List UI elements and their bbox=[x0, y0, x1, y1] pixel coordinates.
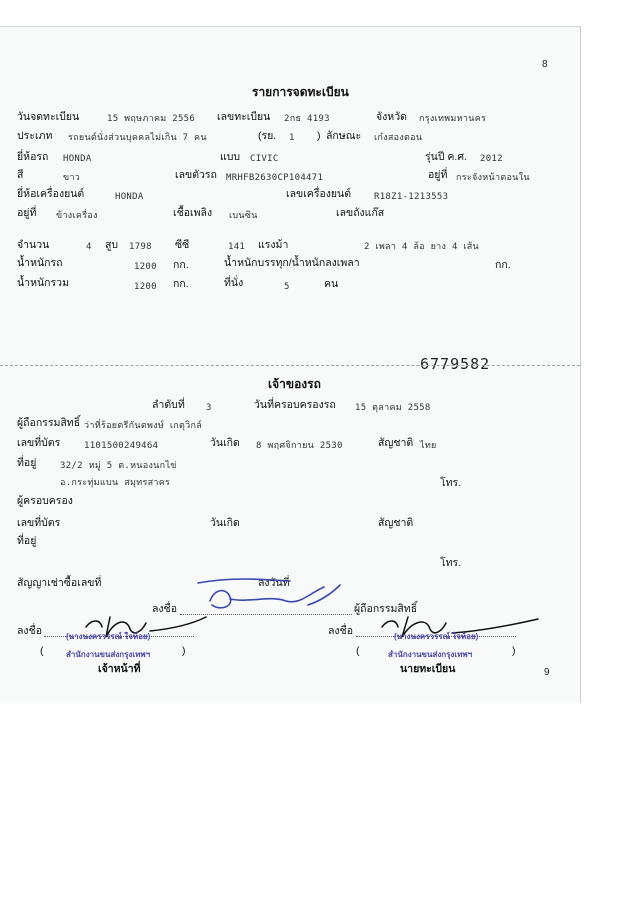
chassis-location-label: อยู่ที่ bbox=[428, 169, 448, 181]
officer-stamp-office: สำนักงานขนส่งกรุงเทพฯ bbox=[66, 650, 151, 659]
cylinder-value: 1798 bbox=[129, 242, 152, 252]
reg-date-value: 15 พฤษภาคม 2556 bbox=[107, 114, 196, 124]
model-label: แบบ bbox=[220, 151, 241, 163]
hp-label: แรงม้า bbox=[258, 239, 289, 251]
id-card-label: เลขที่บัตร bbox=[17, 437, 61, 449]
model-value: CIVIC bbox=[250, 154, 279, 164]
contract-label: สัญญาเช่าซื้อเลขที่ bbox=[17, 577, 102, 589]
possessor-id-label: เลขที่บัตร bbox=[17, 517, 61, 529]
registrar-title: นายทะเบียน bbox=[400, 663, 456, 675]
cc-value: 141 bbox=[228, 242, 246, 252]
nationality-value: ไทย bbox=[420, 441, 437, 451]
chassis-location-value: กระจังหน้าตอนใน bbox=[456, 173, 530, 183]
holder-label: ผู้ถือกรรมสิทธิ์ bbox=[17, 417, 81, 429]
engine-no-value: R18Z1-1213553 bbox=[374, 192, 449, 202]
officer-stamp-name: (นางนงครวรรณ์ ใจห้อย) bbox=[66, 632, 151, 641]
document-serial-number: 6779582 bbox=[420, 355, 491, 373]
engine-at-label: อยู่ที่ bbox=[17, 207, 37, 219]
type-value: รถยนต์นั่งส่วนบุคคลไม่เกิน 7 คน bbox=[68, 133, 207, 143]
rs-close: ) bbox=[317, 130, 321, 142]
registrar-sign-label: ลงชื่อ bbox=[328, 625, 353, 637]
id-card-value: 1101500249464 bbox=[84, 441, 159, 451]
officer-sign-label: ลงชื่อ bbox=[17, 625, 42, 637]
officer-title: เจ้าหน้าที่ bbox=[98, 663, 141, 675]
count-label: จำนวน bbox=[17, 239, 50, 251]
holder-sign-suffix: ผู้ถือกรรมสิทธิ์ bbox=[354, 603, 418, 615]
load-kg-label: กก. bbox=[495, 259, 511, 271]
weight-label: น้ำหนักรถ bbox=[17, 257, 63, 269]
cc-label: ซีซี bbox=[175, 239, 190, 251]
possessor-address-label: ที่อยู่ bbox=[17, 535, 37, 547]
year-label: รุ่นปี ค.ศ. bbox=[425, 151, 467, 163]
gas-tank-label: เลขถังแก๊ส bbox=[336, 207, 385, 219]
owner-section-title: เจ้าของรถ bbox=[268, 377, 321, 391]
owner-tel-label: โทร. bbox=[440, 477, 462, 489]
holder-value: ว่าที่ร้อยตรีกันตพงษ์ เกตุวิกล์ bbox=[84, 421, 203, 431]
order-value: 3 bbox=[206, 403, 212, 413]
engine-brand-value: HONDA bbox=[115, 192, 144, 202]
brand-value: HONDA bbox=[63, 154, 92, 164]
holder-signature bbox=[190, 575, 350, 617]
engine-brand-label: ยี่ห้อเครื่องยนต์ bbox=[17, 188, 85, 200]
registration-document: 8 รายการจดทะเบียน วันจดทะเบียน 15 พฤษภาคม 2556 เลขทะเบียน 2กธ 4193 จังหวัด กรุงเทพมหานคร ประเภท รถยนต์นั่งส่วนบุคคลไม่เกิน 7 คน (รย. 1 ) ลักษณะ เก๋งสองตอน ยี่ห้อรถ HONDA แบบ CIVIC รุ่นปี ค.ศ. 2012 สี ขาว เลขตัวรถ MRHFB2630CP104471 อยู่ที่ กระจังหน้าตอนใน ยี่ห้อเครื่องยนต์ HONDA เลขเครื่องยนต์ R18Z1-1213553 อยู่ที่ ข้างเครื่อง เชื้อเพลิง เบนซิน เลขถังแก๊ส จำนวน 4 สูบ 1798 ซีซี 141 แรงม้า 2 เพลา 4 ล้อ ยาง 4 เส้น น้ำหนักรถ 1200 กก. น้ำหนักบรรทุก/น้ำหนักลงเพลา กก. น้ำหนักรวม 1200 กก. ที่นั่ง 5 คน 6779582 เจ้าของรถ ลำดับที่ 3 วันที่ครอบครองรถ 15 ตุลาคม 2558 ผู้ถือกรรมสิทธิ์ ว่าที่ร้อยตรีกันตพงษ์ เกตุวิกล์ เลขที่บัตร 1101500249464 วันเกิด 8 พฤศจิกายน 2530 สัญชาติ ไทย ที่อยู่ 32/2 หมู่ 5 ต.หนองนกไข่ อ.กระทุ่มแบน สมุทรสาคร โทร. ผู้ครอบครอง เลขที่บัตร วันเกิด สัญชาติ ที่อยู่ โทร. สัญญาเช่าซื้อเลขที่ ลงวันที่ ลงชื่อ ผู้ถือกรรมสิทธิ์ ลงชื่อ (นางนงครวรรณ์ ใจห้อย) สำนักงานขนส่งกรุงเทพฯ ( ) เจ้าหน้าที่ ลงชื่อ (นางนงครวรรณ์ ใจห้อย) สำนักงานขนส่งกรุงเทพฯ ( ) นายทะเบียน 9 bbox=[0, 26, 581, 703]
reg-no-label: เลขทะเบียน bbox=[217, 111, 271, 123]
reg-date-label: วันจดทะเบียน bbox=[17, 111, 80, 123]
seat-value: 5 bbox=[284, 282, 290, 292]
fold-line bbox=[0, 365, 580, 366]
page-number-top: 8 bbox=[542, 59, 548, 70]
chassis-label: เลขตัวรถ bbox=[175, 169, 217, 181]
page-number-bottom: 9 bbox=[544, 667, 550, 678]
weight-kg-label: กก. bbox=[173, 259, 189, 271]
person-label: คน bbox=[324, 278, 339, 290]
reg-no-value: 2กธ 4193 bbox=[284, 114, 330, 124]
style-value: เก๋งสองตอน bbox=[374, 133, 423, 143]
chassis-value: MRHFB2630CP104471 bbox=[226, 173, 324, 183]
total-weight-label: น้ำหนักรวม bbox=[17, 277, 69, 289]
cylinder-label: สูบ bbox=[105, 239, 119, 251]
address-line-2: อ.กระทุ่มแบน สมุทรสาคร bbox=[60, 478, 171, 488]
province-value: กรุงเทพมหานคร bbox=[419, 114, 487, 124]
engine-at-value: ข้างเครื่อง bbox=[56, 211, 98, 221]
rs-value: 1 bbox=[289, 133, 295, 143]
total-kg-label: กก. bbox=[173, 278, 189, 290]
color-label: สี bbox=[17, 169, 24, 181]
weight-value: 1200 bbox=[134, 262, 157, 272]
possession-date-label: วันที่ครอบครองรถ bbox=[254, 399, 336, 411]
registrar-stamp-name: (นางนงครวรรณ์ ใจห้อย) bbox=[394, 632, 479, 641]
registrar-stamp-office: สำนักงานขนส่งกรุงเทพฯ bbox=[388, 650, 473, 659]
fuel-label: เชื้อเพลิง bbox=[173, 207, 213, 219]
possessor-birth-label: วันเกิด bbox=[210, 517, 240, 529]
holder-sign-label: ลงชื่อ bbox=[152, 603, 177, 615]
nationality-label: สัญชาติ bbox=[378, 437, 414, 449]
possession-date-value: 15 ตุลาคม 2558 bbox=[355, 403, 431, 413]
style-label: ลักษณะ bbox=[326, 130, 362, 142]
count-value: 4 bbox=[86, 242, 92, 252]
possessor-tel-label: โทร. bbox=[440, 557, 462, 569]
seat-label: ที่นั่ง bbox=[224, 277, 244, 289]
possessor-label: ผู้ครอบครอง bbox=[17, 495, 73, 507]
province-label: จังหวัด bbox=[376, 111, 407, 123]
engine-no-label: เลขเครื่องยนต์ bbox=[286, 188, 352, 200]
possessor-nationality-label: สัญชาติ bbox=[378, 517, 414, 529]
load-label: น้ำหนักบรรทุก/น้ำหนักลงเพลา bbox=[224, 257, 360, 269]
birth-value: 8 พฤศจิกายน 2530 bbox=[256, 441, 343, 451]
fuel-value: เบนซิน bbox=[229, 211, 258, 221]
brand-label: ยี่ห้อรถ bbox=[17, 151, 49, 163]
type-label: ประเภท bbox=[17, 130, 53, 142]
address-label: ที่อยู่ bbox=[17, 457, 37, 469]
birth-label: วันเกิด bbox=[210, 437, 240, 449]
rs-label: (รย. bbox=[258, 130, 277, 142]
year-value: 2012 bbox=[480, 154, 503, 164]
address-line-1: 32/2 หมู่ 5 ต.หนองนกไข่ bbox=[60, 461, 177, 471]
order-label: ลำดับที่ bbox=[152, 399, 185, 411]
total-weight-value: 1200 bbox=[134, 282, 157, 292]
registration-section-title: รายการจดทะเบียน bbox=[252, 85, 349, 99]
hp-value: 2 เพลา 4 ล้อ ยาง 4 เส้น bbox=[364, 242, 480, 252]
color-value: ขาว bbox=[63, 173, 81, 183]
contract-date-label: ลงวันที่ bbox=[258, 577, 290, 589]
